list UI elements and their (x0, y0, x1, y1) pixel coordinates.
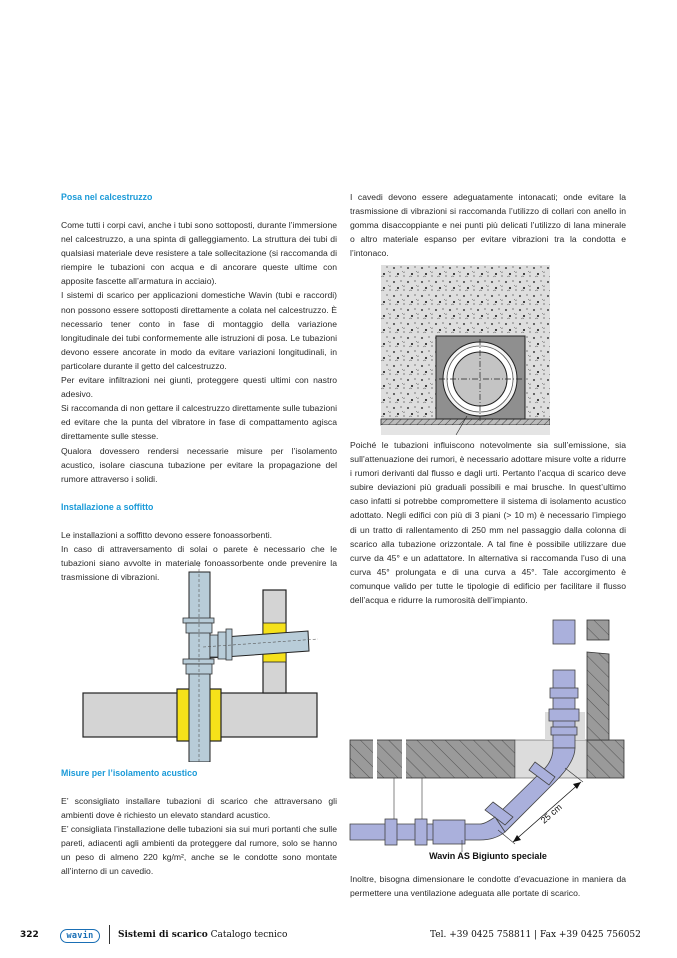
heading-installazione-soffitto: Installazione a soffitto (61, 501, 154, 512)
paragraph: E’ consigliata l’installazione delle tubazioni sia sui muri portanti che sulle pareti, adiacenti agli ambienti da proteggere dal rumore, solo se hanno un peso di almeno 220 kg/m², anche se le condotte sono montate all’interno di un cavedio. (61, 824, 337, 877)
paragraph: In caso di attraversamento di solai o parete è necessario che le tubazioni siano avvolte in materiale fonoassorbente onde prevenire la trasmissione di vibrazioni. (61, 543, 337, 583)
wavin-logo: wavin (60, 929, 100, 943)
paragraph: I sistemi di scarico per applicazioni domestiche Wavin (tubi e raccordi) non possono essere sottoposti direttamente a colata nel calcestruzzo. È necessario tener conto in fase di montaggio della variazione longitudinale dei tubi conformemente alle istruzioni di posa. Le tubazioni devono essere ancorate in modo da evitare variazioni longitudinali, in particolare durante il getto del calcestruzzo. (61, 290, 337, 371)
shaft-cross-section-diagram (350, 265, 550, 435)
right-column-body (350, 438, 626, 607)
paragraph: Come tutti i corpi cavi, anche i tubi sono sottoposti, durante l’immersione nel calcestruzzo, a una spinta di galleggiamento. La struttura dei tubi di qualsiasi materiale deve resistere a tale sollecitazione (si raccomanda di riempire le tubazioni con acqua e di ancorare queste ultime con apposite fascette all’armatura in acciaio). (61, 220, 337, 287)
paragraph: I cavedi devono essere adeguatamente intonacati; onde evitare la trasmissione di vibrazioni si raccomanda l’utilizzo di collari con anello in gomma disaccoppiante e nei punti più delicati l’utilizzo di lana minerale o altro materiale espanso per evitare vibrazioni tra la condotta e l’intonaco. (350, 192, 626, 259)
slowdown-section-diagram (345, 612, 635, 852)
left-column-lower (61, 766, 337, 879)
heading-posa-calcestruzzo: Posa nel calcestruzzo (61, 192, 153, 202)
paragraph: Le installazioni a soffitto devono essere fonoassorbenti. (61, 529, 272, 540)
paragraph: Poiché le tubazioni influiscono notevolmente sia sull’emissione, sia sull’attenuazione dei rumori, è necessario adottare misure volte a ridurre i rumori derivanti dal flusso e dagli urti. Pertanto l’acqua di scarico deve subire deviazioni più graduali possibili e mai brusche. In quest’ultimo caso infatti si potrebbe compromettere il sistema di isolamento acustico adottato. Negli edifici con più di 3 piani (> 10 m) è necessario l’impiego di un tratto di rallentamento di 250 mm nel passaggio dalla colonna di scarico alla tubazione orizzontale. A tal fine è possibile utilizzare due curve da 45° e un adattatore. In alternativa si raccomanda l’uso di una curva 45° prolungata e di una curva a 45°. Tale accorgimento è comunque valido per tutte le tipologie di edificio per facilitare il flusso dell’acqua e ridurre la rumorosità dell’impianto. (350, 440, 626, 606)
paragraph: Per evitare infiltrazioni nei giunti, proteggere questi ultimi con nastro adesivo. (61, 375, 337, 400)
paragraph: E’ sconsigliato installare tubazioni di scarico che attraversano gli ambienti dove è richiesto un elevato standard acustico. (61, 796, 337, 821)
figure-caption: Wavin AS Bigiunto speciale (429, 851, 547, 861)
footer-title-regular: Catalogo tecnico (207, 930, 288, 940)
page-number: 322 (20, 930, 39, 940)
left-column (61, 190, 337, 584)
paragraph: Inoltre, bisogna dimensionare le condotte d’evacuazione in maniera da permettere una ventilazione adeguata alle portate di scarico. (350, 874, 626, 899)
footer-title (118, 930, 287, 940)
paragraph: Si raccomanda di non gettare il calcestruzzo direttamente sulle tubazioni ed evitare che la punta del vibratore in fase di compattamento agisca direttamente sulle stesse. (61, 403, 337, 442)
paragraph: Qualora dovessero rendersi necessarie misure per l’isolamento acustico, isolare ciascuna tubazione per evitare la propagazione del rumore attraverso i solidi. (61, 445, 337, 484)
right-column-closing (350, 872, 626, 900)
ceiling-installation-diagram (60, 562, 350, 762)
right-column-intro (350, 190, 626, 260)
footer-contact: Tel. +39 0425 758811 | Fax +39 0425 756052 (430, 930, 641, 940)
heading-misure-isolamento: Misure per l’isolamento acustico (61, 768, 198, 778)
footer-title-bold: Sistemi di scarico (118, 930, 208, 940)
dimension-label: 25 cm (538, 801, 564, 826)
footer-divider (109, 925, 110, 944)
